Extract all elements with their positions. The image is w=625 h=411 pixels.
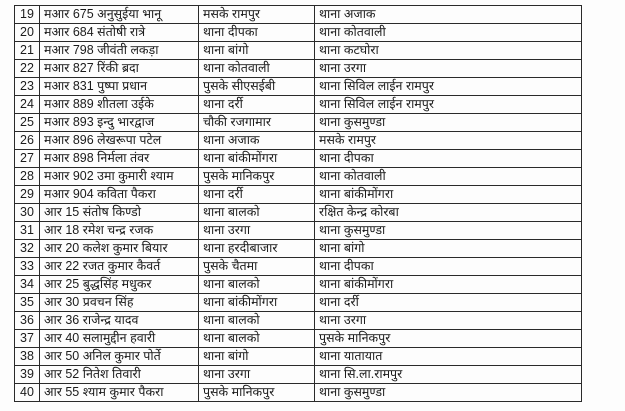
new-posting-cell: मसके रामपुर — [315, 132, 582, 150]
new-posting-cell: थाना सिविल लाईन रामपुर — [315, 78, 582, 96]
table-row — [15, 222, 582, 240]
current-posting-cell: मसके रामपुर — [199, 6, 315, 24]
employee-name-cell: आर 25 बुद्धसिंह मधुकर — [40, 276, 199, 294]
serial-number-cell: 35 — [15, 294, 40, 312]
serial-number-cell: 38 — [15, 348, 40, 366]
current-posting-cell: थाना हरदीबाजार — [199, 240, 315, 258]
serial-number-cell: 22 — [15, 60, 40, 78]
new-posting-cell: थाना बांकीमोंगरा — [315, 276, 582, 294]
serial-number-cell: 39 — [15, 366, 40, 384]
employee-name-cell: आर 36 राजेन्द्र यादव — [40, 312, 199, 330]
new-posting-cell: थाना बांगो — [315, 240, 582, 258]
employee-name-cell: मआर 898 निर्मला तंवर — [40, 150, 199, 168]
serial-number-cell: 32 — [15, 240, 40, 258]
new-posting-cell: थाना अजाक — [315, 6, 582, 24]
current-posting-cell: थाना अजाक — [199, 132, 315, 150]
new-posting-cell: थाना उरगा — [315, 60, 582, 78]
serial-number-cell: 26 — [15, 132, 40, 150]
serial-number-cell: 25 — [15, 114, 40, 132]
table-row — [15, 330, 582, 348]
table-row — [15, 132, 582, 150]
employee-name-cell: आर 18 रमेश चन्द्र रजक — [40, 222, 199, 240]
employee-name-cell: मआर 827 रिंकी ब्रदा — [40, 60, 199, 78]
serial-number-cell: 34 — [15, 276, 40, 294]
employee-name-cell: मआर 831 पुष्पा प्रधान — [40, 78, 199, 96]
serial-number-cell: 33 — [15, 258, 40, 276]
current-posting-cell: थाना बालको — [199, 276, 315, 294]
new-posting-cell: थाना कोतवाली — [315, 168, 582, 186]
current-posting-cell: थाना बांगो — [199, 42, 315, 60]
employee-name-cell: आर 52 नितेश तिवारी — [40, 366, 199, 384]
employee-name-cell: मआर 798 जीवंती लकड़ा — [40, 42, 199, 60]
current-posting-cell: पुसके मानिकपुर — [199, 168, 315, 186]
current-posting-cell: चौकी रजगामार — [199, 114, 315, 132]
employee-name-cell: मआर 684 संतोषी रात्रे — [40, 24, 199, 42]
serial-number-cell: 36 — [15, 312, 40, 330]
serial-number-cell: 30 — [15, 204, 40, 222]
new-posting-cell: थाना बांकीमोंगरा — [315, 186, 582, 204]
table-row — [15, 276, 582, 294]
serial-number-cell: 20 — [15, 24, 40, 42]
current-posting-cell: थाना बांगो — [199, 348, 315, 366]
current-posting-cell: थाना कोतवाली — [199, 60, 315, 78]
serial-number-cell: 28 — [15, 168, 40, 186]
current-posting-cell: पुसके चैतमा — [199, 258, 315, 276]
table-row — [15, 168, 582, 186]
table-row — [15, 384, 582, 402]
new-posting-cell: थाना उरगा — [315, 312, 582, 330]
table-row — [15, 114, 582, 132]
current-posting-cell: पुसके मानिकपुर — [199, 384, 315, 402]
serial-number-cell: 37 — [15, 330, 40, 348]
new-posting-cell: थाना कुसमुण्डा — [315, 384, 582, 402]
new-posting-cell: थाना सिविल लाईन रामपुर — [315, 96, 582, 114]
new-posting-cell: रक्षित केन्द्र कोरबा — [315, 204, 582, 222]
transfer-table-body — [15, 6, 582, 402]
current-posting-cell: थाना बालको — [199, 204, 315, 222]
new-posting-cell: थाना दीपका — [315, 150, 582, 168]
serial-number-cell: 21 — [15, 42, 40, 60]
current-posting-cell: पुसके सीएसईबी — [199, 78, 315, 96]
table-row — [15, 150, 582, 168]
serial-number-cell: 23 — [15, 78, 40, 96]
current-posting-cell: थाना बांकीमोंगरा — [199, 150, 315, 168]
serial-number-cell: 19 — [15, 6, 40, 24]
employee-name-cell: आर 20 कलेश कुमार बियार — [40, 240, 199, 258]
employee-name-cell: मआर 889 शीतला उईके — [40, 96, 199, 114]
new-posting-cell: थाना दर्री — [315, 294, 582, 312]
employee-name-cell: मआर 902 उमा कुमारी श्याम — [40, 168, 199, 186]
employee-name-cell: आर 40 सलामुद्दीन हवारी — [40, 330, 199, 348]
employee-name-cell: आर 30 प्रवचन सिंह — [40, 294, 199, 312]
new-posting-cell: थाना यातायात — [315, 348, 582, 366]
table-row — [15, 96, 582, 114]
current-posting-cell: थाना बांकीमोंगरा — [199, 294, 315, 312]
table-row — [15, 294, 582, 312]
employee-name-cell: मआर 675 अनुसुईया भानू — [40, 6, 199, 24]
table-row — [15, 204, 582, 222]
employee-name-cell: मआर 896 लेखरूपा पटेल — [40, 132, 199, 150]
employee-name-cell: मआर 893 इन्दु भारद्वाज — [40, 114, 199, 132]
serial-number-cell: 29 — [15, 186, 40, 204]
employee-name-cell: आर 22 रजत कुमार कैवर्त — [40, 258, 199, 276]
employee-name-cell: मआर 904 कविता पैकरा — [40, 186, 199, 204]
table-row — [15, 24, 582, 42]
current-posting-cell: थाना बालको — [199, 312, 315, 330]
current-posting-cell: थाना उरगा — [199, 366, 315, 384]
serial-number-cell: 31 — [15, 222, 40, 240]
new-posting-cell: थाना दीपका — [315, 258, 582, 276]
new-posting-cell: थाना कोतवाली — [315, 24, 582, 42]
serial-number-cell: 27 — [15, 150, 40, 168]
table-row — [15, 186, 582, 204]
new-posting-cell: पुसके मानिकपुर — [315, 330, 582, 348]
serial-number-cell: 24 — [15, 96, 40, 114]
current-posting-cell: थाना दर्री — [199, 96, 315, 114]
table-row — [15, 348, 582, 366]
serial-number-cell: 40 — [15, 384, 40, 402]
table-row — [15, 258, 582, 276]
employee-name-cell: आर 15 संतोष किण्डो — [40, 204, 199, 222]
new-posting-cell: थाना कटघोरा — [315, 42, 582, 60]
table-row — [15, 60, 582, 78]
table-row — [15, 312, 582, 330]
table-row — [15, 42, 582, 60]
new-posting-cell: थाना कुसमुण्डा — [315, 114, 582, 132]
current-posting-cell: थाना बालको — [199, 330, 315, 348]
table-row — [15, 240, 582, 258]
employee-name-cell: आर 55 श्याम कुमार पैकरा — [40, 384, 199, 402]
employee-name-cell: आर 50 अनिल कुमार पोर्ते — [40, 348, 199, 366]
transfer-table — [14, 5, 582, 402]
current-posting-cell: थाना दर्री — [199, 186, 315, 204]
new-posting-cell: थाना सि.ला.रामपुर — [315, 366, 582, 384]
table-row — [15, 78, 582, 96]
table-row — [15, 6, 582, 24]
table-row — [15, 366, 582, 384]
current-posting-cell: थाना दीपका — [199, 24, 315, 42]
new-posting-cell: थाना कुसमुण्डा — [315, 222, 582, 240]
current-posting-cell: थाना उरगा — [199, 222, 315, 240]
